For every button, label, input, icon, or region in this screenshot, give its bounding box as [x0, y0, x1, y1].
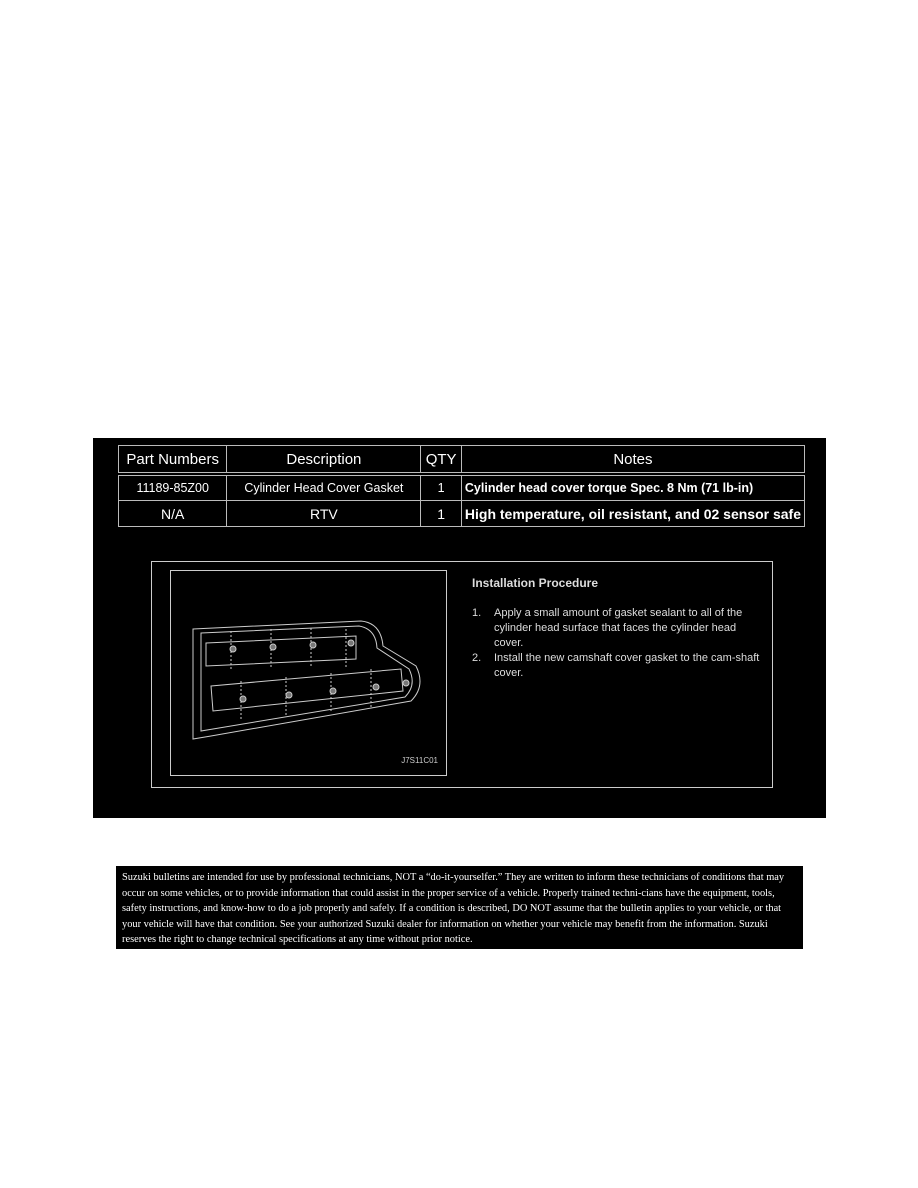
camshaft-cover-drawing	[171, 571, 446, 775]
table-row	[119, 474, 805, 501]
procedure-step	[472, 606, 762, 651]
qty: 1	[421, 474, 462, 501]
disclaimer: Suzuki bulletins are intended for use by professional technicians, NOT a “do-it-yourselfer.” They are written to inform these technicians of conditions that may occur on some vehicles, or to provide information that could assist in the proper service of a vehicle. Properly trained techni-cians have the equipment, tools, safety instructions, and know-how to do a job properly and safely. If a condition is described, DO NOT assume that the bulletin applies to your vehicle, or that your vehicle will have that condition. See your authorized Suzuki dealer for information on whether your vehicle may benefit from the information. Suzuki reserves the right to change technical specifications at any time without prior notice.	[116, 866, 803, 949]
procedure-step	[472, 651, 762, 681]
header-description: Description	[227, 446, 421, 475]
header-notes: Notes	[461, 446, 804, 475]
table-row	[119, 501, 805, 527]
qty: 1	[421, 501, 462, 527]
notes: Cylinder head cover torque Spec. 8 Nm (71 lb-in)	[461, 474, 804, 501]
part-number: 11189-85Z00	[119, 474, 227, 501]
step-number: 1.	[472, 607, 482, 619]
notes: High temperature, oil resistant, and 02 sensor safe	[461, 501, 804, 527]
figure-code: J7S11C01	[401, 756, 438, 765]
bulletin-panel	[93, 438, 826, 818]
header-qty: QTY	[421, 446, 462, 475]
step-text: Install the new camshaft cover gasket to the cam-shaft cover.	[494, 652, 760, 679]
step-text: Apply a small amount of gasket sealant to all of the cylinder head surface that faces the cylinder head cover.	[494, 607, 743, 649]
step-number: 2.	[472, 652, 482, 664]
installation-procedure-box	[151, 561, 773, 788]
table-header-row	[119, 446, 805, 475]
procedure-text	[472, 576, 762, 681]
description: RTV	[227, 501, 421, 527]
header-part-numbers: Part Numbers	[119, 446, 227, 475]
part-number: N/A	[119, 501, 227, 527]
parts-table	[118, 445, 805, 527]
procedure-title: Installation Procedure	[472, 576, 599, 590]
description: Cylinder Head Cover Gasket	[227, 474, 421, 501]
camshaft-cover-illustration	[170, 570, 447, 776]
